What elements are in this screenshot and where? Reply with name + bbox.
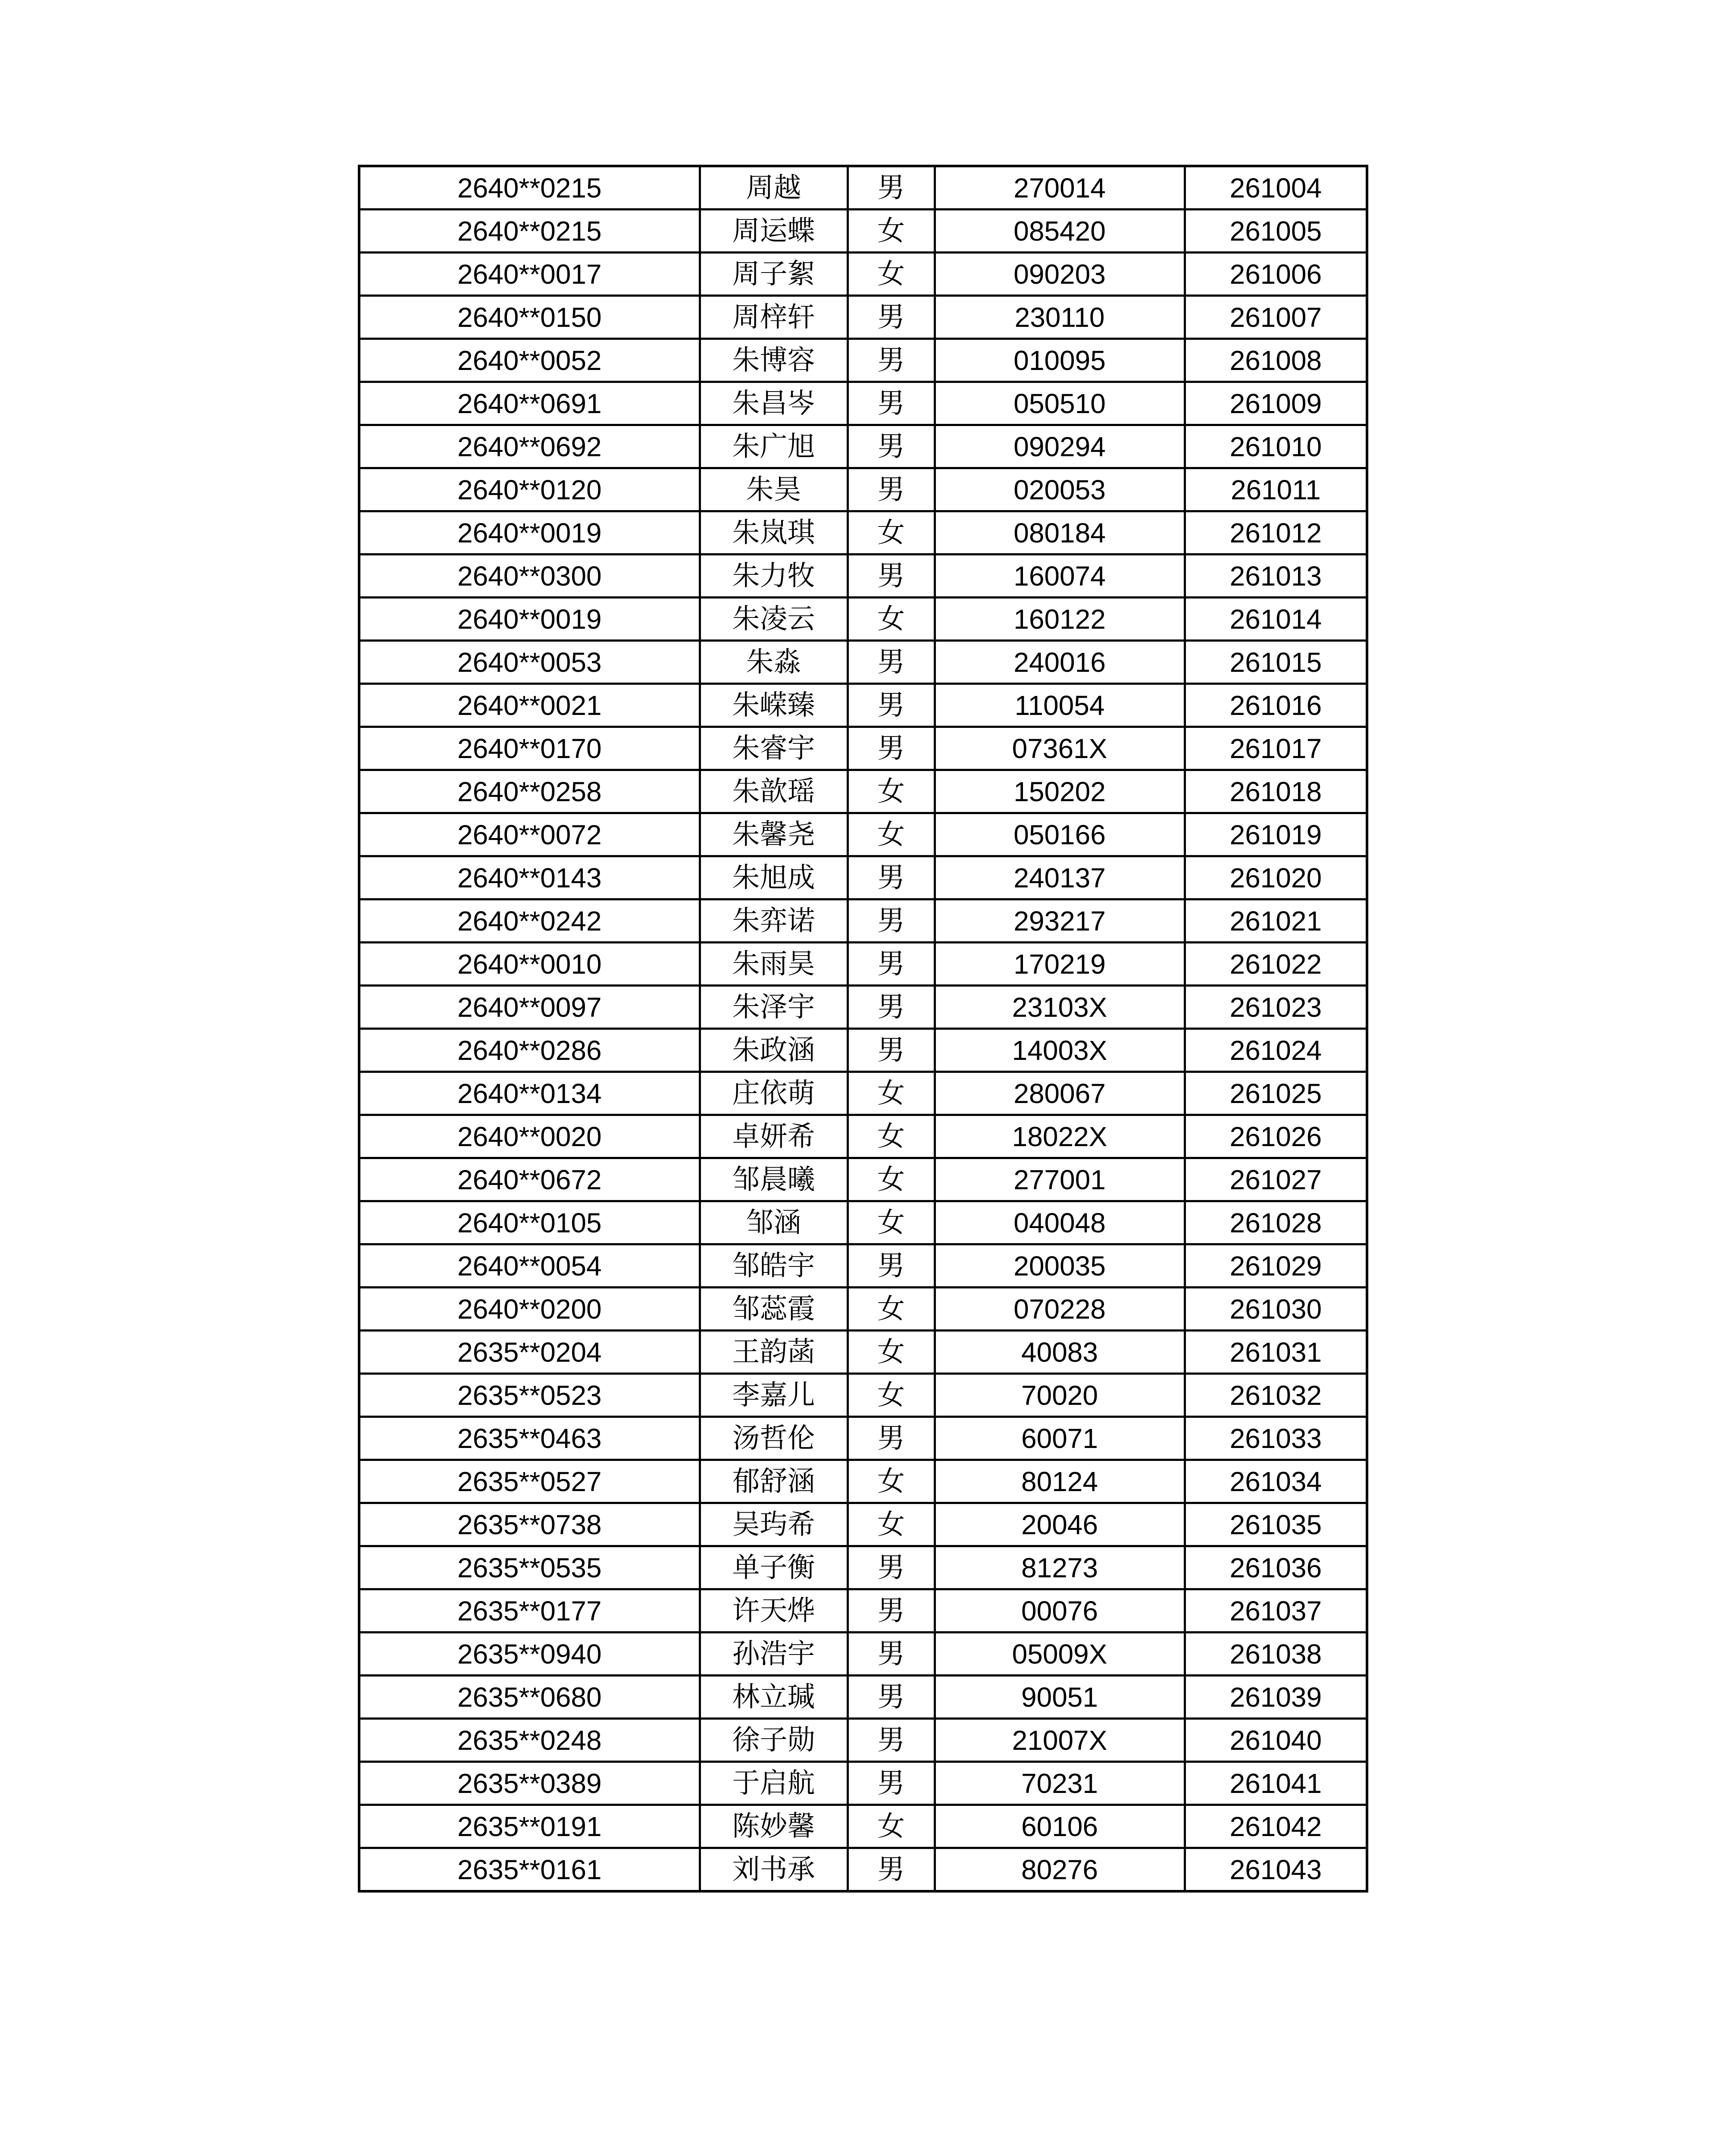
id-cell: 2635**0738 <box>359 1503 700 1546</box>
id-cell: 2635**0177 <box>359 1589 700 1633</box>
code-cell: 21007X <box>935 1719 1185 1762</box>
gender-cell: 女 <box>848 1503 935 1546</box>
table-row <box>359 684 1367 727</box>
student-table <box>358 165 1368 1893</box>
seat-number-cell: 261004 <box>1185 166 1367 210</box>
name-cell: 朱凌云 <box>700 598 848 641</box>
seat-number-cell: 261015 <box>1185 641 1367 684</box>
id-cell: 2640**0672 <box>359 1158 700 1201</box>
table-row <box>359 1589 1367 1633</box>
seat-number-cell: 261019 <box>1185 813 1367 856</box>
name-cell: 卓妍希 <box>700 1115 848 1158</box>
gender-cell: 女 <box>848 770 935 813</box>
name-cell: 周子絮 <box>700 253 848 296</box>
table-row <box>359 1805 1367 1848</box>
table-row <box>359 511 1367 555</box>
seat-number-cell: 261012 <box>1185 511 1367 555</box>
table-row <box>359 813 1367 856</box>
table-row <box>359 166 1367 210</box>
table-row <box>359 1115 1367 1158</box>
gender-cell: 女 <box>848 1331 935 1374</box>
name-cell: 邹蕊霞 <box>700 1288 848 1331</box>
id-cell: 2640**0200 <box>359 1288 700 1331</box>
seat-number-cell: 261007 <box>1185 296 1367 339</box>
code-cell: 05009X <box>935 1633 1185 1676</box>
code-cell: 080184 <box>935 511 1185 555</box>
table-row <box>359 986 1367 1029</box>
name-cell: 朱歆瑶 <box>700 770 848 813</box>
table-row <box>359 1676 1367 1719</box>
table-row <box>359 727 1367 770</box>
name-cell: 刘书承 <box>700 1848 848 1892</box>
code-cell: 160122 <box>935 598 1185 641</box>
code-cell: 81273 <box>935 1546 1185 1589</box>
seat-number-cell: 261022 <box>1185 943 1367 986</box>
seat-number-cell: 261031 <box>1185 1331 1367 1374</box>
name-cell: 朱雨昊 <box>700 943 848 986</box>
name-cell: 周运蝶 <box>700 210 848 253</box>
table-row <box>359 1633 1367 1676</box>
table-row <box>359 296 1367 339</box>
table-row <box>359 253 1367 296</box>
name-cell: 于启航 <box>700 1762 848 1805</box>
seat-number-cell: 261029 <box>1185 1244 1367 1288</box>
seat-number-cell: 261006 <box>1185 253 1367 296</box>
gender-cell: 女 <box>848 1288 935 1331</box>
id-cell: 2640**0215 <box>359 166 700 210</box>
gender-cell: 男 <box>848 1417 935 1460</box>
name-cell: 朱嵘臻 <box>700 684 848 727</box>
gender-cell: 女 <box>848 1201 935 1244</box>
code-cell: 160074 <box>935 555 1185 598</box>
name-cell: 朱旭成 <box>700 856 848 899</box>
code-cell: 230110 <box>935 296 1185 339</box>
seat-number-cell: 261040 <box>1185 1719 1367 1762</box>
id-cell: 2640**0010 <box>359 943 700 986</box>
id-cell: 2640**0692 <box>359 425 700 468</box>
seat-number-cell: 261017 <box>1185 727 1367 770</box>
gender-cell: 女 <box>848 1805 935 1848</box>
id-cell: 2640**0170 <box>359 727 700 770</box>
gender-cell: 男 <box>848 339 935 382</box>
table-row <box>359 1848 1367 1892</box>
seat-number-cell: 261039 <box>1185 1676 1367 1719</box>
seat-number-cell: 261028 <box>1185 1201 1367 1244</box>
name-cell: 朱博容 <box>700 339 848 382</box>
table-body <box>359 166 1367 1891</box>
name-cell: 王韵菡 <box>700 1331 848 1374</box>
code-cell: 050166 <box>935 813 1185 856</box>
table-row <box>359 1374 1367 1417</box>
table-row <box>359 641 1367 684</box>
id-cell: 2640**0053 <box>359 641 700 684</box>
code-cell: 020053 <box>935 468 1185 511</box>
id-cell: 2635**0161 <box>359 1848 700 1892</box>
name-cell: 朱岚琪 <box>700 511 848 555</box>
code-cell: 050510 <box>935 382 1185 425</box>
table-row <box>359 1331 1367 1374</box>
name-cell: 周梓轩 <box>700 296 848 339</box>
gender-cell: 女 <box>848 813 935 856</box>
gender-cell: 女 <box>848 253 935 296</box>
code-cell: 90051 <box>935 1676 1185 1719</box>
code-cell: 18022X <box>935 1115 1185 1158</box>
gender-cell: 女 <box>848 511 935 555</box>
code-cell: 085420 <box>935 210 1185 253</box>
name-cell: 朱力牧 <box>700 555 848 598</box>
name-cell: 邹晨曦 <box>700 1158 848 1201</box>
id-cell: 2640**0054 <box>359 1244 700 1288</box>
seat-number-cell: 261041 <box>1185 1762 1367 1805</box>
seat-number-cell: 261020 <box>1185 856 1367 899</box>
seat-number-cell: 261014 <box>1185 598 1367 641</box>
code-cell: 150202 <box>935 770 1185 813</box>
name-cell: 单子衡 <box>700 1546 848 1589</box>
seat-number-cell: 261042 <box>1185 1805 1367 1848</box>
table-row <box>359 1158 1367 1201</box>
table-row <box>359 1072 1367 1115</box>
id-cell: 2640**0105 <box>359 1201 700 1244</box>
id-cell: 2640**0286 <box>359 1029 700 1072</box>
id-cell: 2640**0020 <box>359 1115 700 1158</box>
name-cell: 孙浩宇 <box>700 1633 848 1676</box>
table-row <box>359 468 1367 511</box>
gender-cell: 男 <box>848 1546 935 1589</box>
code-cell: 040048 <box>935 1201 1185 1244</box>
code-cell: 200035 <box>935 1244 1185 1288</box>
code-cell: 00076 <box>935 1589 1185 1633</box>
table-row <box>359 1201 1367 1244</box>
gender-cell: 女 <box>848 1374 935 1417</box>
seat-number-cell: 261010 <box>1185 425 1367 468</box>
seat-number-cell: 261008 <box>1185 339 1367 382</box>
seat-number-cell: 261027 <box>1185 1158 1367 1201</box>
seat-number-cell: 261037 <box>1185 1589 1367 1633</box>
seat-number-cell: 261032 <box>1185 1374 1367 1417</box>
id-cell: 2640**0258 <box>359 770 700 813</box>
gender-cell: 女 <box>848 1460 935 1503</box>
seat-number-cell: 261023 <box>1185 986 1367 1029</box>
code-cell: 170219 <box>935 943 1185 986</box>
gender-cell: 男 <box>848 1029 935 1072</box>
table-row <box>359 770 1367 813</box>
table-row <box>359 1762 1367 1805</box>
table-row <box>359 1288 1367 1331</box>
code-cell: 070228 <box>935 1288 1185 1331</box>
table-row <box>359 1546 1367 1589</box>
name-cell: 朱广旭 <box>700 425 848 468</box>
code-cell: 23103X <box>935 986 1185 1029</box>
code-cell: 010095 <box>935 339 1185 382</box>
code-cell: 80124 <box>935 1460 1185 1503</box>
name-cell: 许天烨 <box>700 1589 848 1633</box>
seat-number-cell: 261030 <box>1185 1288 1367 1331</box>
name-cell: 邹涵 <box>700 1201 848 1244</box>
code-cell: 240016 <box>935 641 1185 684</box>
gender-cell: 女 <box>848 210 935 253</box>
table-row <box>359 598 1367 641</box>
table-row <box>359 1503 1367 1546</box>
id-cell: 2640**0017 <box>359 253 700 296</box>
code-cell: 70231 <box>935 1762 1185 1805</box>
gender-cell: 女 <box>848 1072 935 1115</box>
gender-cell: 女 <box>848 1115 935 1158</box>
table-row <box>359 382 1367 425</box>
code-cell: 20046 <box>935 1503 1185 1546</box>
id-cell: 2640**0300 <box>359 555 700 598</box>
name-cell: 陈妙馨 <box>700 1805 848 1848</box>
seat-number-cell: 261016 <box>1185 684 1367 727</box>
seat-number-cell: 261011 <box>1185 468 1367 511</box>
table-row <box>359 210 1367 253</box>
seat-number-cell: 261026 <box>1185 1115 1367 1158</box>
seat-number-cell: 261005 <box>1185 210 1367 253</box>
seat-number-cell: 261024 <box>1185 1029 1367 1072</box>
id-cell: 2635**0389 <box>359 1762 700 1805</box>
seat-number-cell: 261038 <box>1185 1633 1367 1676</box>
name-cell: 徐子勋 <box>700 1719 848 1762</box>
table-row <box>359 899 1367 943</box>
code-cell: 07361X <box>935 727 1185 770</box>
code-cell: 090203 <box>935 253 1185 296</box>
id-cell: 2640**0150 <box>359 296 700 339</box>
name-cell: 朱泽宇 <box>700 986 848 1029</box>
seat-number-cell: 261013 <box>1185 555 1367 598</box>
id-cell: 2640**0019 <box>359 511 700 555</box>
seat-number-cell: 261033 <box>1185 1417 1367 1460</box>
code-cell: 40083 <box>935 1331 1185 1374</box>
seat-number-cell: 261043 <box>1185 1848 1367 1892</box>
id-cell: 2640**0052 <box>359 339 700 382</box>
id-cell: 2635**0680 <box>359 1676 700 1719</box>
id-cell: 2640**0097 <box>359 986 700 1029</box>
name-cell: 李嘉儿 <box>700 1374 848 1417</box>
id-cell: 2640**0691 <box>359 382 700 425</box>
gender-cell: 女 <box>848 598 935 641</box>
name-cell: 朱淼 <box>700 641 848 684</box>
code-cell: 60071 <box>935 1417 1185 1460</box>
seat-number-cell: 261025 <box>1185 1072 1367 1115</box>
gender-cell: 男 <box>848 296 935 339</box>
gender-cell: 男 <box>848 166 935 210</box>
table-row <box>359 1460 1367 1503</box>
seat-number-cell: 261036 <box>1185 1546 1367 1589</box>
table-row <box>359 1719 1367 1762</box>
table-row <box>359 1244 1367 1288</box>
code-cell: 280067 <box>935 1072 1185 1115</box>
gender-cell: 男 <box>848 684 935 727</box>
table-row <box>359 943 1367 986</box>
gender-cell: 男 <box>848 1589 935 1633</box>
code-cell: 60106 <box>935 1805 1185 1848</box>
id-cell: 2640**0021 <box>359 684 700 727</box>
gender-cell: 男 <box>848 641 935 684</box>
table-row <box>359 1417 1367 1460</box>
table-row <box>359 339 1367 382</box>
seat-number-cell: 261021 <box>1185 899 1367 943</box>
gender-cell: 男 <box>848 425 935 468</box>
gender-cell: 男 <box>848 1762 935 1805</box>
id-cell: 2640**0134 <box>359 1072 700 1115</box>
code-cell: 270014 <box>935 166 1185 210</box>
gender-cell: 女 <box>848 1158 935 1201</box>
id-cell: 2635**0535 <box>359 1546 700 1589</box>
id-cell: 2635**0463 <box>359 1417 700 1460</box>
code-cell: 110054 <box>935 684 1185 727</box>
id-cell: 2640**0120 <box>359 468 700 511</box>
id-cell: 2640**0215 <box>359 210 700 253</box>
id-cell: 2640**0143 <box>359 856 700 899</box>
name-cell: 林立瑊 <box>700 1676 848 1719</box>
seat-number-cell: 261035 <box>1185 1503 1367 1546</box>
table-row <box>359 856 1367 899</box>
gender-cell: 男 <box>848 986 935 1029</box>
gender-cell: 男 <box>848 727 935 770</box>
name-cell: 朱睿宇 <box>700 727 848 770</box>
gender-cell: 男 <box>848 899 935 943</box>
code-cell: 277001 <box>935 1158 1185 1201</box>
name-cell: 庄依萌 <box>700 1072 848 1115</box>
id-cell: 2635**0523 <box>359 1374 700 1417</box>
code-cell: 090294 <box>935 425 1185 468</box>
code-cell: 240137 <box>935 856 1185 899</box>
code-cell: 70020 <box>935 1374 1185 1417</box>
name-cell: 朱昌岑 <box>700 382 848 425</box>
name-cell: 朱弈诺 <box>700 899 848 943</box>
id-cell: 2635**0248 <box>359 1719 700 1762</box>
id-cell: 2635**0191 <box>359 1805 700 1848</box>
code-cell: 80276 <box>935 1848 1185 1892</box>
table-row <box>359 555 1367 598</box>
gender-cell: 男 <box>848 468 935 511</box>
code-cell: 293217 <box>935 899 1185 943</box>
id-cell: 2635**0204 <box>359 1331 700 1374</box>
name-cell: 朱馨尧 <box>700 813 848 856</box>
seat-number-cell: 261009 <box>1185 382 1367 425</box>
gender-cell: 男 <box>848 1719 935 1762</box>
gender-cell: 男 <box>848 943 935 986</box>
table-row <box>359 1029 1367 1072</box>
seat-number-cell: 261034 <box>1185 1460 1367 1503</box>
seat-number-cell: 261018 <box>1185 770 1367 813</box>
name-cell: 周越 <box>700 166 848 210</box>
code-cell: 14003X <box>935 1029 1185 1072</box>
id-cell: 2635**0527 <box>359 1460 700 1503</box>
table-row <box>359 425 1367 468</box>
id-cell: 2640**0242 <box>359 899 700 943</box>
name-cell: 朱政涵 <box>700 1029 848 1072</box>
name-cell: 吴玙希 <box>700 1503 848 1546</box>
gender-cell: 男 <box>848 1848 935 1892</box>
gender-cell: 男 <box>848 382 935 425</box>
id-cell: 2635**0940 <box>359 1633 700 1676</box>
name-cell: 邹皓宇 <box>700 1244 848 1288</box>
id-cell: 2640**0019 <box>359 598 700 641</box>
gender-cell: 男 <box>848 1676 935 1719</box>
name-cell: 朱昊 <box>700 468 848 511</box>
gender-cell: 男 <box>848 1633 935 1676</box>
gender-cell: 男 <box>848 856 935 899</box>
name-cell: 郁舒涵 <box>700 1460 848 1503</box>
gender-cell: 男 <box>848 555 935 598</box>
name-cell: 汤哲伦 <box>700 1417 848 1460</box>
gender-cell: 男 <box>848 1244 935 1288</box>
id-cell: 2640**0072 <box>359 813 700 856</box>
